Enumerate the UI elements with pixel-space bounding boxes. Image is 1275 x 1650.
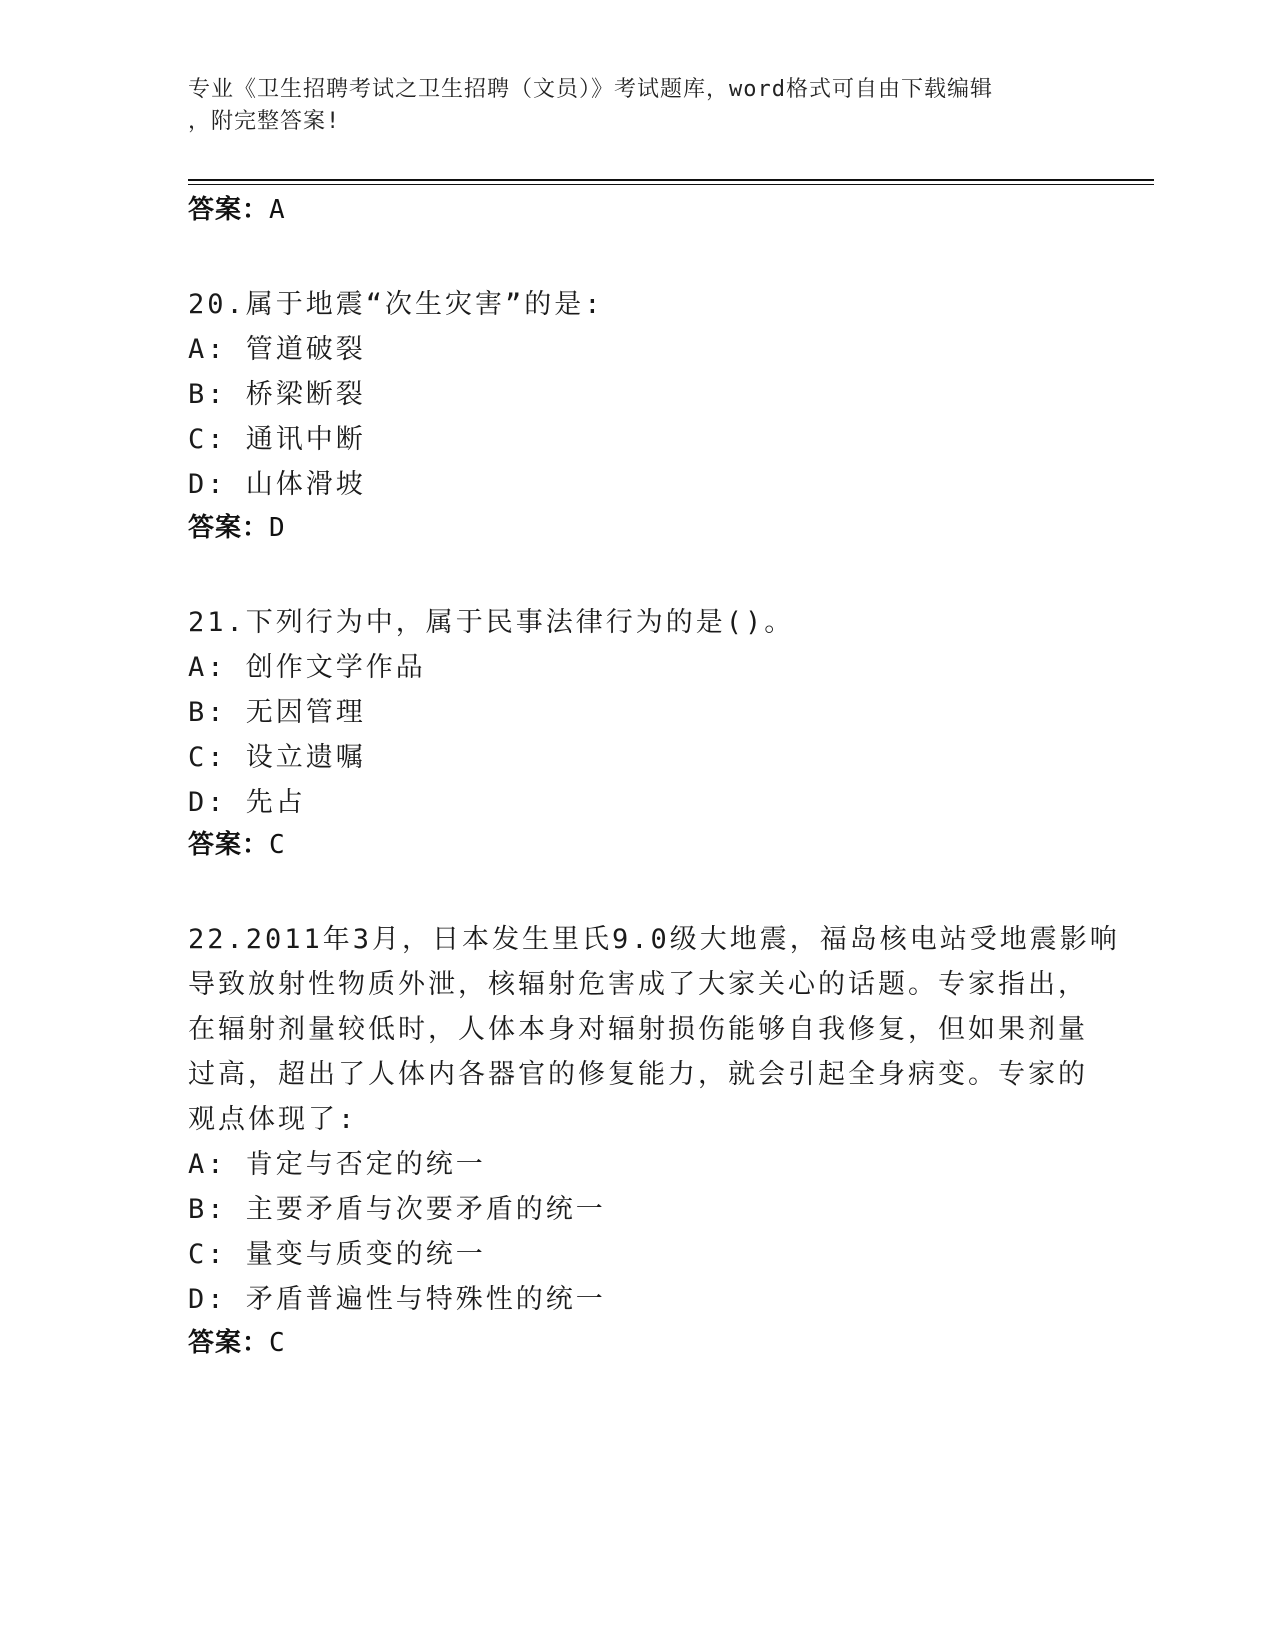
option-a: A: 管道破裂 — [188, 334, 366, 365]
answer-label: 答案： — [188, 830, 270, 860]
question-22 — [188, 917, 1120, 1322]
question-stem: 20.属于地震“次生灾害”的是: — [188, 289, 604, 320]
option-d: D: 山体滑坡 — [188, 469, 366, 500]
option-b: B: 主要矛盾与次要矛盾的统一 — [188, 1194, 606, 1225]
question-stem-line: 过高，超出了人体内各器官的修复能力，就会引起全身病变。专家的 — [188, 1059, 1088, 1090]
header-line-2: ，附完整答案! — [188, 109, 341, 134]
answer-label: 答案： — [188, 195, 270, 225]
header-line-1: 专业《卫生招聘考试之卫生招聘（文员）》考试题库，word格式可自由下载编辑 — [188, 77, 993, 102]
option-a: A: 创作文学作品 — [188, 652, 426, 683]
answer-value: C — [269, 830, 286, 860]
question-stem-line: 22.2011年3月，日本发生里氏9.0级大地震，福岛核电站受地震影响 — [188, 924, 1120, 955]
question-stem: 21.下列行为中，属于民事法律行为的是()。 — [188, 607, 795, 638]
option-d: D: 矛盾普遍性与特殊性的统一 — [188, 1284, 606, 1315]
answer-q21 — [188, 827, 286, 863]
answer-value: D — [269, 513, 286, 543]
option-b: B: 无因管理 — [188, 697, 366, 728]
answer-label: 答案： — [188, 1328, 270, 1358]
option-d: D: 先占 — [188, 787, 306, 818]
question-stem-line: 观点体现了: — [188, 1104, 358, 1135]
answer-value: A — [269, 195, 286, 225]
answer-value: C — [269, 1328, 286, 1358]
answer-prev — [188, 192, 286, 228]
option-a: A: 肯定与否定的统一 — [188, 1149, 486, 1180]
answer-q20 — [188, 510, 286, 546]
question-20 — [188, 282, 1088, 507]
header-divider-thick — [188, 179, 1154, 181]
option-c: C: 量变与质变的统一 — [188, 1239, 486, 1270]
option-c: C: 设立遗嘱 — [188, 742, 366, 773]
question-stem-line: 在辐射剂量较低时，人体本身对辐射损伤能够自我修复，但如果剂量 — [188, 1014, 1088, 1045]
answer-q22 — [188, 1325, 286, 1361]
option-b: B: 桥梁断裂 — [188, 379, 366, 410]
header-divider-thin — [188, 184, 1154, 185]
question-stem-line: 导致放射性物质外泄，核辐射危害成了大家关心的话题。专家指出， — [188, 969, 1088, 1000]
question-21 — [188, 600, 1088, 825]
option-c: C: 通讯中断 — [188, 424, 366, 455]
page-header — [188, 74, 1088, 138]
answer-label: 答案： — [188, 513, 270, 543]
